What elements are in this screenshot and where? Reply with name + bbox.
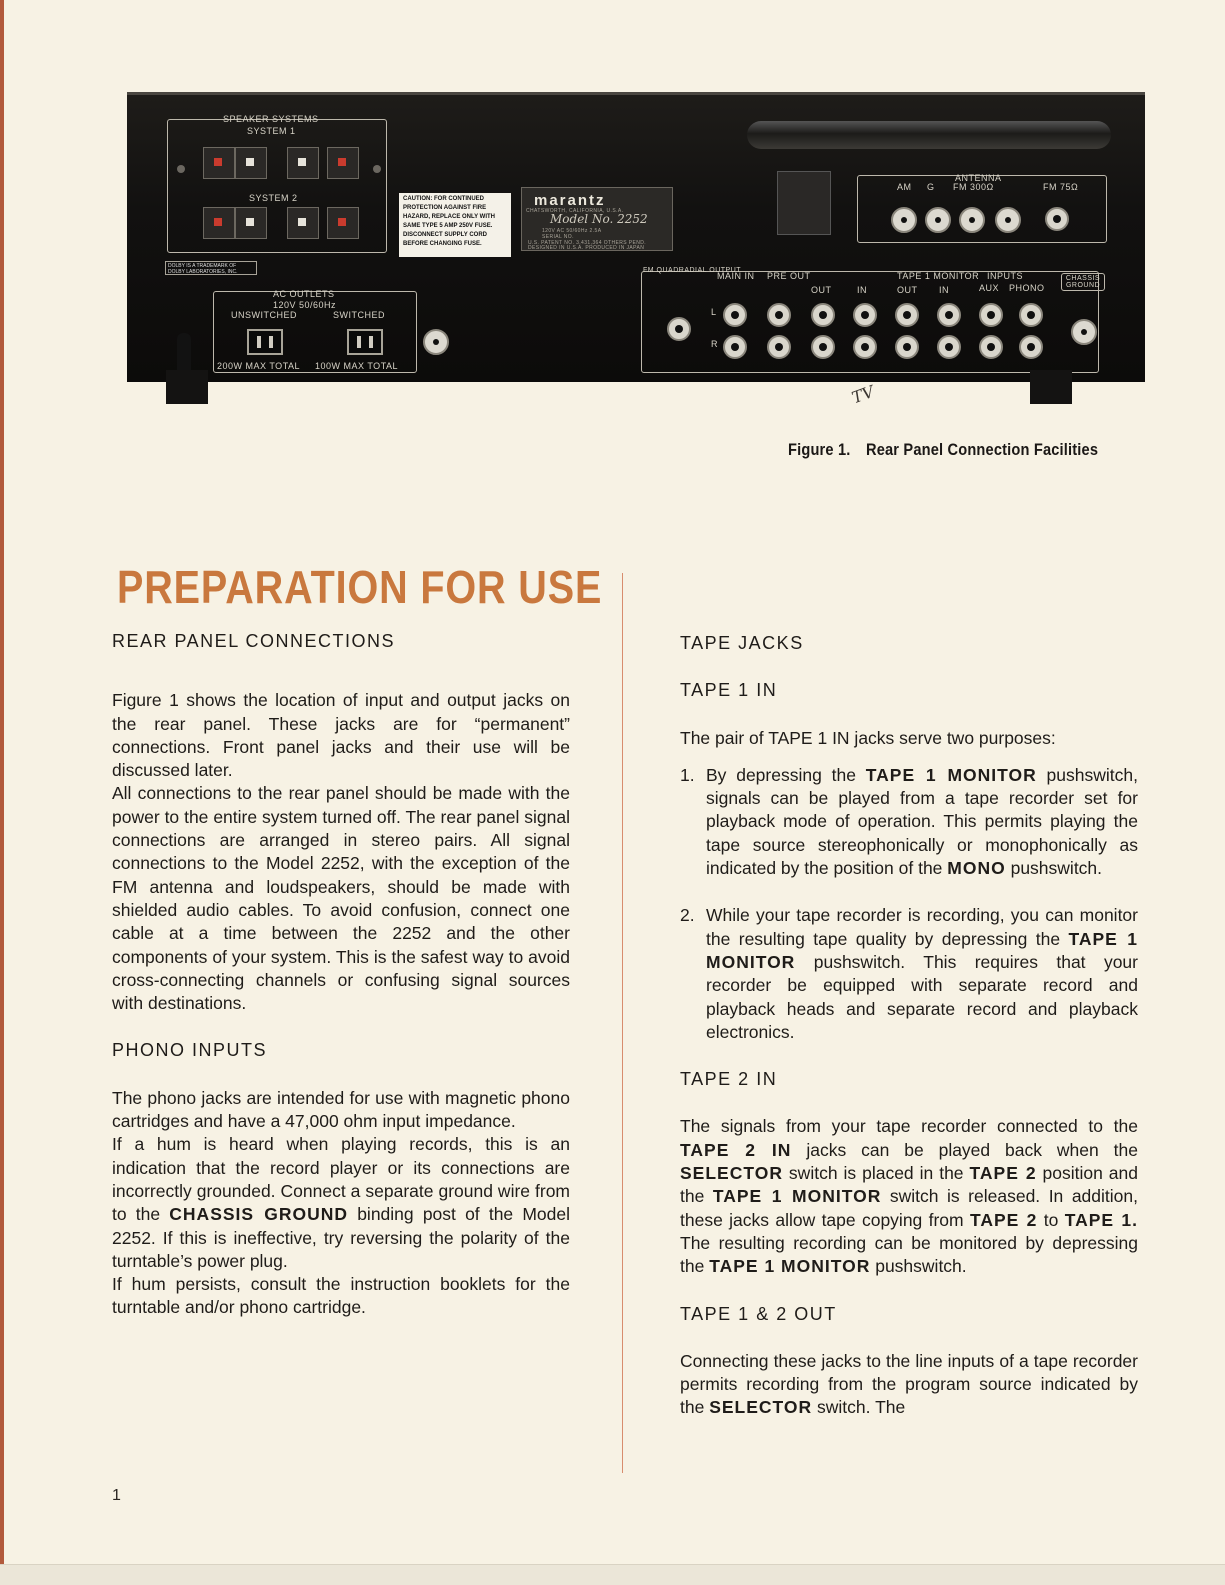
paragraph: Figure 1 shows the location of input and output jacks on the rear panel. These jacks are for “permanent” connections. Front panel jacks and their use will be discussed later.	[112, 690, 570, 781]
ac-outlet-switched	[347, 329, 383, 355]
max-total-left-label: 200W MAX TOTAL	[217, 361, 301, 371]
chassis-foot	[1030, 370, 1072, 404]
unswitched-label: UNSWITCHED	[231, 310, 297, 320]
paragraph: The phono jacks are intended for use with magnetic phono cartridges and have a 47,000 ohm input impedance.	[112, 1087, 570, 1132]
tape1-in-jack-r	[937, 335, 961, 359]
tape1-in-jack-l	[937, 303, 961, 327]
antenna-bracket	[777, 171, 831, 235]
phono-jack-l	[1019, 303, 1043, 327]
speaker-systems-label: SPEAKER SYSTEMS	[223, 114, 319, 124]
tape1-out-label: OUT	[897, 285, 918, 295]
switched-label: SWITCHED	[333, 310, 385, 320]
aux-jack-r	[979, 335, 1003, 359]
tape1-out-jack-r	[895, 335, 919, 359]
serial-label: SERIAL NO.	[542, 234, 574, 240]
fm-75-coax-jack	[1045, 207, 1069, 231]
main-in-label: MAIN IN	[717, 271, 755, 281]
numbered-list	[680, 764, 1138, 1044]
aux-jack-l	[979, 303, 1003, 327]
chassis-ground-label: CHASSIS GROUND	[1061, 273, 1105, 291]
max-total-right-label: 100W MAX TOTAL	[315, 361, 399, 371]
tape2-in-jack-l	[853, 303, 877, 327]
fm-quad-output-jack	[667, 317, 691, 341]
paragraph: If a hum is heard when playing records, this is an indication that the record player or its connections are incorrectly grounded. Connect a separate ground wire from to the CHASSIS GROUND binding post of the Model 2252. If this is ineffective, try reversing the polarity of the turntable’s power plug.	[112, 1134, 570, 1271]
antenna-terminal	[959, 207, 985, 233]
fm300-label: FM 300Ω	[953, 182, 994, 192]
antenna-terminal	[891, 207, 917, 233]
speaker-terminal	[203, 207, 235, 239]
chassis-foot	[166, 370, 208, 404]
plate-rating: 120V AC 50/60Hz 2.5A	[542, 228, 602, 234]
column-divider	[622, 573, 623, 1473]
tape2-out-jack-r	[811, 335, 835, 359]
speaker-terminal	[327, 147, 359, 179]
handwritten-annotation: TV	[849, 381, 877, 408]
right-column	[680, 632, 1138, 1420]
channel-r-label: R	[711, 339, 718, 349]
tape2-in-label: IN	[857, 285, 867, 295]
aux-label: AUX	[979, 283, 1000, 293]
patent-label: U.S. PATENT NO. 3,431,364 OTHERS PEND.	[528, 240, 647, 246]
am-label: AM	[897, 182, 912, 192]
figure-title: Rear Panel Connection Facilities	[865, 440, 1099, 459]
subsection-heading: TAPE 2 IN	[680, 1069, 778, 1090]
caution-label: CAUTION: FOR CONTINUED PROTECTION AGAINST FIRE HAZARD, REPLACE ONLY WITH SAME TYPE 5 AMP 250V FUSE. DISCONNECT SUPPLY CORD BEFORE CHANGING FUSE.	[399, 193, 511, 257]
antenna-label: ANTENNA	[955, 173, 1002, 183]
speaker-terminal	[327, 207, 359, 239]
paragraph: All connections to the rear panel should be made with the power to the entire system turned off. The rear panel signal connections are arranged in stereo pairs. All signal connections to the Model 2252, with the exception of the FM antenna and loudspeakers, should be made with shielded audio cables. To avoid confusion, connect one cable at a time between the 2252 and the other components of your system. This is the safest way to avoid cross-connecting channels or confusing signal sources with destinations.	[112, 783, 570, 1014]
speaker-terminal	[203, 147, 235, 179]
designed-label: DESIGNED IN U.S.A. PRODUCED IN JAPAN	[528, 245, 645, 251]
main-in-jack-l	[723, 303, 747, 327]
ferrite-antenna-rod	[747, 121, 1111, 149]
fm-quad-label: FM QUADRADIAL OUTPUT	[643, 267, 742, 274]
section-heading: PHONO INPUTS	[112, 1040, 268, 1061]
model-plate	[521, 187, 673, 251]
ground-post	[423, 329, 449, 355]
fm75-label: FM 75Ω	[1043, 182, 1079, 192]
list-item: 1. By depressing the TAPE 1 MONITOR pushswitch, signals can be played from a tape recorder set for playback mode of operation. This permits playing the tape source stereophonically or monophonically as indicated by the position of the MONO pushswitch.	[680, 764, 1138, 879]
list-item: 2. While your tape recorder is recording, you can monitor the resulting tape quality by depressing the TAPE 1 MONITOR pushswitch. This requires that your recorder be equipped with separate record and playback heads and separate record and playback electronics.	[680, 905, 1139, 1042]
emphasis-term: CHASSIS GROUND	[169, 1204, 349, 1225]
antenna-terminal	[925, 207, 951, 233]
tape1-in-label: IN	[939, 285, 949, 295]
page-spine-edge	[0, 0, 4, 1585]
ac-spec-label: 120V 50/60Hz	[273, 300, 337, 310]
brand-logo: marantz	[534, 192, 606, 209]
panel-screw	[177, 165, 185, 173]
dolby-notice: DOLBY IS A TRADEMARK OF DOLBY LABORATORIES, INC.	[165, 261, 257, 275]
paragraph: If hum persists, consult the instruction booklets for the turntable and/or phono cartridge.	[112, 1274, 570, 1318]
brand-location: CHATSWORTH, CALIFORNIA, U.S.A.	[526, 208, 624, 214]
ac-outlet-unswitched	[247, 329, 283, 355]
tape1-out-jack-l	[895, 303, 919, 327]
ac-outlets-label: AC OUTLETS	[273, 289, 335, 299]
rear-panel-photo	[127, 92, 1145, 382]
subsection-heading: TAPE 1 & 2 OUT	[680, 1303, 837, 1324]
section-heading: REAR PANEL CONNECTIONS	[112, 631, 396, 651]
paragraph: The pair of TAPE 1 IN jacks serve two purposes:	[680, 727, 1056, 748]
figure-number: Figure 1.	[788, 440, 851, 459]
tape2-in-jack-r	[853, 335, 877, 359]
model-number: Model No. 2252	[550, 212, 648, 226]
system2-label: SYSTEM 2	[249, 193, 298, 203]
tape1-monitor-label: TAPE 1 MONITOR	[897, 271, 980, 281]
channel-l-label: L	[711, 307, 717, 317]
section-heading: TAPE JACKS	[680, 633, 804, 653]
speaker-terminal	[287, 207, 319, 239]
speaker-terminal	[235, 147, 267, 179]
page-title: PREPARATION FOR USE	[117, 561, 603, 613]
paragraph: Connecting these jacks to the line inputs of a tape recorder permits recording from the program source indicated by the SELECTOR switch. The	[680, 1350, 1138, 1418]
g-label: G	[927, 182, 935, 192]
phono-jack-r	[1019, 335, 1043, 359]
antenna-terminal	[995, 207, 1021, 233]
page-number: 1	[112, 1487, 121, 1504]
scan-bottom-edge	[0, 1564, 1225, 1585]
chassis-ground-post	[1071, 319, 1097, 345]
paragraph: The signals from your tape recorder connected to the TAPE 2 IN jacks can be played back when the SELECTOR switch is placed in the TAPE 2 position and the TAPE 1 MONITOR switch is released. In addition, these jacks allow tape copying from TAPE 2 to TAPE 1. The resulting recording can be monitored by depressing the TAPE 1 MONITOR pushswitch.	[680, 1116, 1139, 1277]
tape2-out-jack-l	[811, 303, 835, 327]
subsection-heading: TAPE 1 IN	[680, 680, 778, 701]
panel-screw	[373, 165, 381, 173]
tape2-out-label: OUT	[811, 285, 832, 295]
phono-label: PHONO	[1009, 283, 1045, 293]
main-in-jack-r	[723, 335, 747, 359]
pre-out-jack-l	[767, 303, 791, 327]
pre-out-label: PRE OUT	[767, 271, 811, 281]
inputs-label: INPUTS	[987, 271, 1024, 281]
left-column	[112, 630, 570, 1320]
speaker-terminal	[287, 147, 319, 179]
system1-label: SYSTEM 1	[247, 126, 296, 136]
figure-caption	[788, 440, 1098, 460]
pre-out-jack-r	[767, 335, 791, 359]
speaker-terminal	[235, 207, 267, 239]
